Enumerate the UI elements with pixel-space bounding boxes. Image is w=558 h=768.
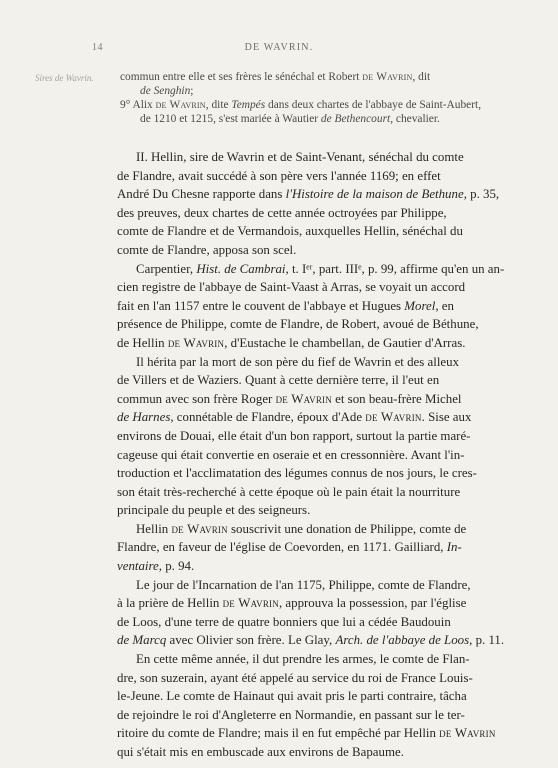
text-segment: troduction et l'acclimatation des légumes connus de nos jours, le cres- bbox=[117, 466, 477, 481]
text-segment: Flandre, en faveur de l'église de Coevorden, en 1171. Gailliard, bbox=[117, 540, 447, 555]
text-segment: comte de Flandre, apposa son scel. bbox=[117, 242, 297, 257]
text-segment: de Senghin bbox=[140, 85, 191, 97]
text-segment: commun avec son frère Roger bbox=[117, 391, 276, 406]
text-segment: , connétable de Flandre, époux d'Ade bbox=[170, 410, 366, 425]
body-text bbox=[117, 148, 522, 762]
text-line bbox=[117, 464, 522, 483]
text-segment: , dit bbox=[412, 71, 431, 83]
text-line bbox=[117, 669, 522, 688]
text-segment: André Du Chesne rapporte dans bbox=[117, 187, 286, 202]
text-segment: Le jour de l'Incarnation de l'an 1175, Philippe, comte de Flandre, bbox=[136, 577, 471, 592]
paragraph bbox=[117, 148, 522, 260]
text-segment: et son beau-frère Michel bbox=[331, 391, 462, 406]
text-line bbox=[117, 446, 522, 465]
text-line bbox=[117, 483, 522, 502]
text-segment: de bbox=[167, 335, 181, 350]
text-segment: , chevalier. bbox=[390, 113, 440, 125]
text-segment: de rejoindre le roi d'Angleterre en Normandie, en passant sur le ter- bbox=[117, 707, 465, 722]
text-segment: Hellin bbox=[136, 521, 172, 536]
text-segment: de Harnes bbox=[117, 410, 171, 425]
text-line bbox=[117, 353, 522, 372]
text-segment: Arch. de l'abbaye de Loos bbox=[335, 633, 470, 648]
text-segment: Wavrin bbox=[376, 71, 413, 83]
text-segment: de bbox=[275, 391, 288, 406]
text-line bbox=[117, 557, 522, 576]
text-segment: . Sise aux bbox=[421, 410, 472, 425]
text-segment: dre, son suzerain, ayant été appelé au service du roi de France Louis- bbox=[117, 670, 473, 685]
text-line bbox=[117, 167, 522, 186]
footnote-block bbox=[120, 70, 520, 126]
text-line bbox=[117, 743, 522, 762]
page-number: 14 bbox=[92, 42, 103, 53]
text-segment: avec Olivier son frère. Le Glay, bbox=[166, 633, 336, 648]
text-segment: , p. 35, bbox=[463, 187, 500, 202]
text-segment: de Villers et de Waziers. Quant à cette dernière terre, il l'eut en bbox=[117, 373, 440, 388]
text-segment: de bbox=[365, 410, 378, 425]
text-segment: souscrivit une donation de Philippe, comte de bbox=[227, 521, 467, 536]
text-segment: Wavrin bbox=[238, 596, 279, 611]
text-line bbox=[120, 70, 520, 84]
text-segment: des preuves, deux chartes de cette année octroyées par Philippe, bbox=[117, 205, 447, 220]
text-segment: 9° Alix bbox=[120, 99, 156, 111]
text-segment: , d'Eustache le chambellan, de Gautier d'Arras. bbox=[224, 335, 466, 350]
text-line bbox=[117, 315, 522, 334]
text-line bbox=[117, 241, 522, 260]
text-line bbox=[120, 84, 520, 98]
text-segment: Wavrin bbox=[183, 335, 225, 350]
text-segment: Wavrin bbox=[169, 99, 206, 111]
text-segment: Wavrin bbox=[291, 391, 332, 406]
text-segment: cageuse qui était convertie en oseraie et en cressonnière. Avant l'in- bbox=[117, 447, 465, 462]
text-line bbox=[117, 520, 522, 539]
paragraph bbox=[117, 520, 522, 576]
text-segment: de Loos, d'une terre de quatre bonniers que lui a cédée Baudouin bbox=[117, 614, 451, 629]
text-segment: le-Jeune. Le comte de Hainaut qui avait pris le parti contraire, tâcha bbox=[117, 689, 467, 704]
text-segment: présence de Philippe, comte de Flandre, de Robert, avoué de Béthune, bbox=[117, 317, 479, 332]
text-segment: de bbox=[171, 521, 184, 536]
text-line bbox=[120, 112, 520, 126]
text-segment: de 1210 et 1215, s'est mariée à Wautier bbox=[140, 113, 321, 125]
text-segment: principale du peuple et des seigneurs. bbox=[117, 503, 311, 518]
text-segment: Morel bbox=[404, 298, 436, 313]
paragraph bbox=[117, 353, 522, 520]
text-segment: Wavrin bbox=[187, 521, 228, 536]
text-line bbox=[117, 222, 522, 241]
text-segment: , dite bbox=[205, 99, 232, 111]
text-segment: , approuva la possession, par l'église bbox=[278, 596, 467, 611]
text-line bbox=[117, 390, 522, 409]
text-segment: cien registre de l'abbaye de Saint-Vaast à Arras, se voyait un accord bbox=[117, 280, 466, 295]
running-head: DE WAVRIN. bbox=[244, 42, 314, 53]
text-segment: de bbox=[155, 99, 167, 111]
text-segment: , p. 94. bbox=[158, 559, 195, 574]
text-segment: Carpentier, bbox=[136, 261, 197, 276]
paragraph bbox=[117, 650, 522, 762]
text-line bbox=[117, 278, 522, 297]
text-segment: de Bethencourt bbox=[320, 113, 391, 125]
text-segment: de Flandre, avait succédé à son père vers l'année 1169; en effet bbox=[117, 168, 441, 183]
text-line bbox=[117, 631, 522, 650]
text-line bbox=[117, 724, 522, 743]
text-line bbox=[117, 706, 522, 725]
text-segment: ventaire bbox=[117, 559, 159, 574]
text-segment: à la prière de Hellin bbox=[117, 596, 223, 611]
text-segment: de Hellin bbox=[117, 335, 168, 350]
text-segment: ritoire du comte de Flandre; mais il en fut empêché par Hellin bbox=[117, 726, 440, 741]
text-segment: , en bbox=[435, 298, 454, 313]
text-line bbox=[117, 594, 522, 613]
text-segment: comte de Flandre et de Vermandois, auxquelles Hellin, sénéchal du bbox=[117, 224, 463, 239]
text-segment: t. Iᵉʳ, part. IIIᵉ, p. 99, affirme qu'en un an- bbox=[288, 261, 505, 276]
text-line bbox=[117, 576, 522, 595]
text-line bbox=[117, 501, 522, 520]
text-segment: Il hérita par la mort de son père du fief de Wavrin et des alleux bbox=[136, 354, 460, 369]
text-line bbox=[117, 408, 522, 427]
text-segment: environs de Douai, elle était d'un bon rapport, surtout la partie maré- bbox=[117, 428, 471, 443]
text-segment: qui s'était mis en embuscade aux environs de Bapaume. bbox=[117, 745, 404, 759]
text-segment: II. Hellin, sire de Wavrin et de Saint-Venant, sénéchal du comte bbox=[136, 150, 464, 164]
text-line bbox=[120, 98, 520, 112]
margin-note: Sires de Wavrin. bbox=[35, 73, 94, 83]
text-segment: dans deux chartes de l'abbaye de Saint-Aubert, bbox=[265, 99, 482, 111]
text-segment: l'Histoire de la maison de Bethune bbox=[285, 187, 464, 202]
text-segment: son était très-recherché à cette époque où le pain était la nourriture bbox=[117, 484, 461, 499]
paragraph bbox=[117, 260, 522, 353]
paragraph bbox=[117, 576, 522, 650]
text-line bbox=[117, 297, 522, 316]
text-line bbox=[117, 613, 522, 632]
text-segment: de Marcq bbox=[117, 633, 167, 648]
text-line bbox=[117, 650, 522, 669]
text-segment: En cette même année, il dut prendre les armes, le comte de Flan- bbox=[136, 652, 470, 667]
text-segment: Wavrin bbox=[454, 726, 496, 741]
text-line bbox=[117, 538, 522, 557]
text-segment: fait en l'an 1157 entre le couvent de l'abbaye et Hugues bbox=[117, 298, 405, 313]
text-segment: de bbox=[439, 726, 452, 741]
text-line bbox=[117, 185, 522, 204]
text-line bbox=[117, 334, 522, 353]
text-segment: Tempés bbox=[231, 99, 266, 111]
text-segment: de bbox=[362, 71, 374, 83]
text-segment: de bbox=[222, 596, 235, 611]
text-line bbox=[117, 427, 522, 446]
text-line bbox=[117, 371, 522, 390]
text-segment: , p. 11. bbox=[469, 633, 505, 648]
text-segment: Wavrin bbox=[380, 410, 422, 425]
text-line bbox=[117, 260, 522, 279]
text-line bbox=[117, 148, 522, 167]
text-segment: commun entre elle et ses frères le sénéchal et Robert bbox=[120, 71, 363, 83]
text-segment: Hist. de Cambrai, bbox=[196, 261, 289, 276]
text-segment: ; bbox=[190, 85, 194, 97]
text-line bbox=[117, 204, 522, 223]
text-line bbox=[117, 687, 522, 706]
text-segment: In- bbox=[446, 540, 462, 555]
